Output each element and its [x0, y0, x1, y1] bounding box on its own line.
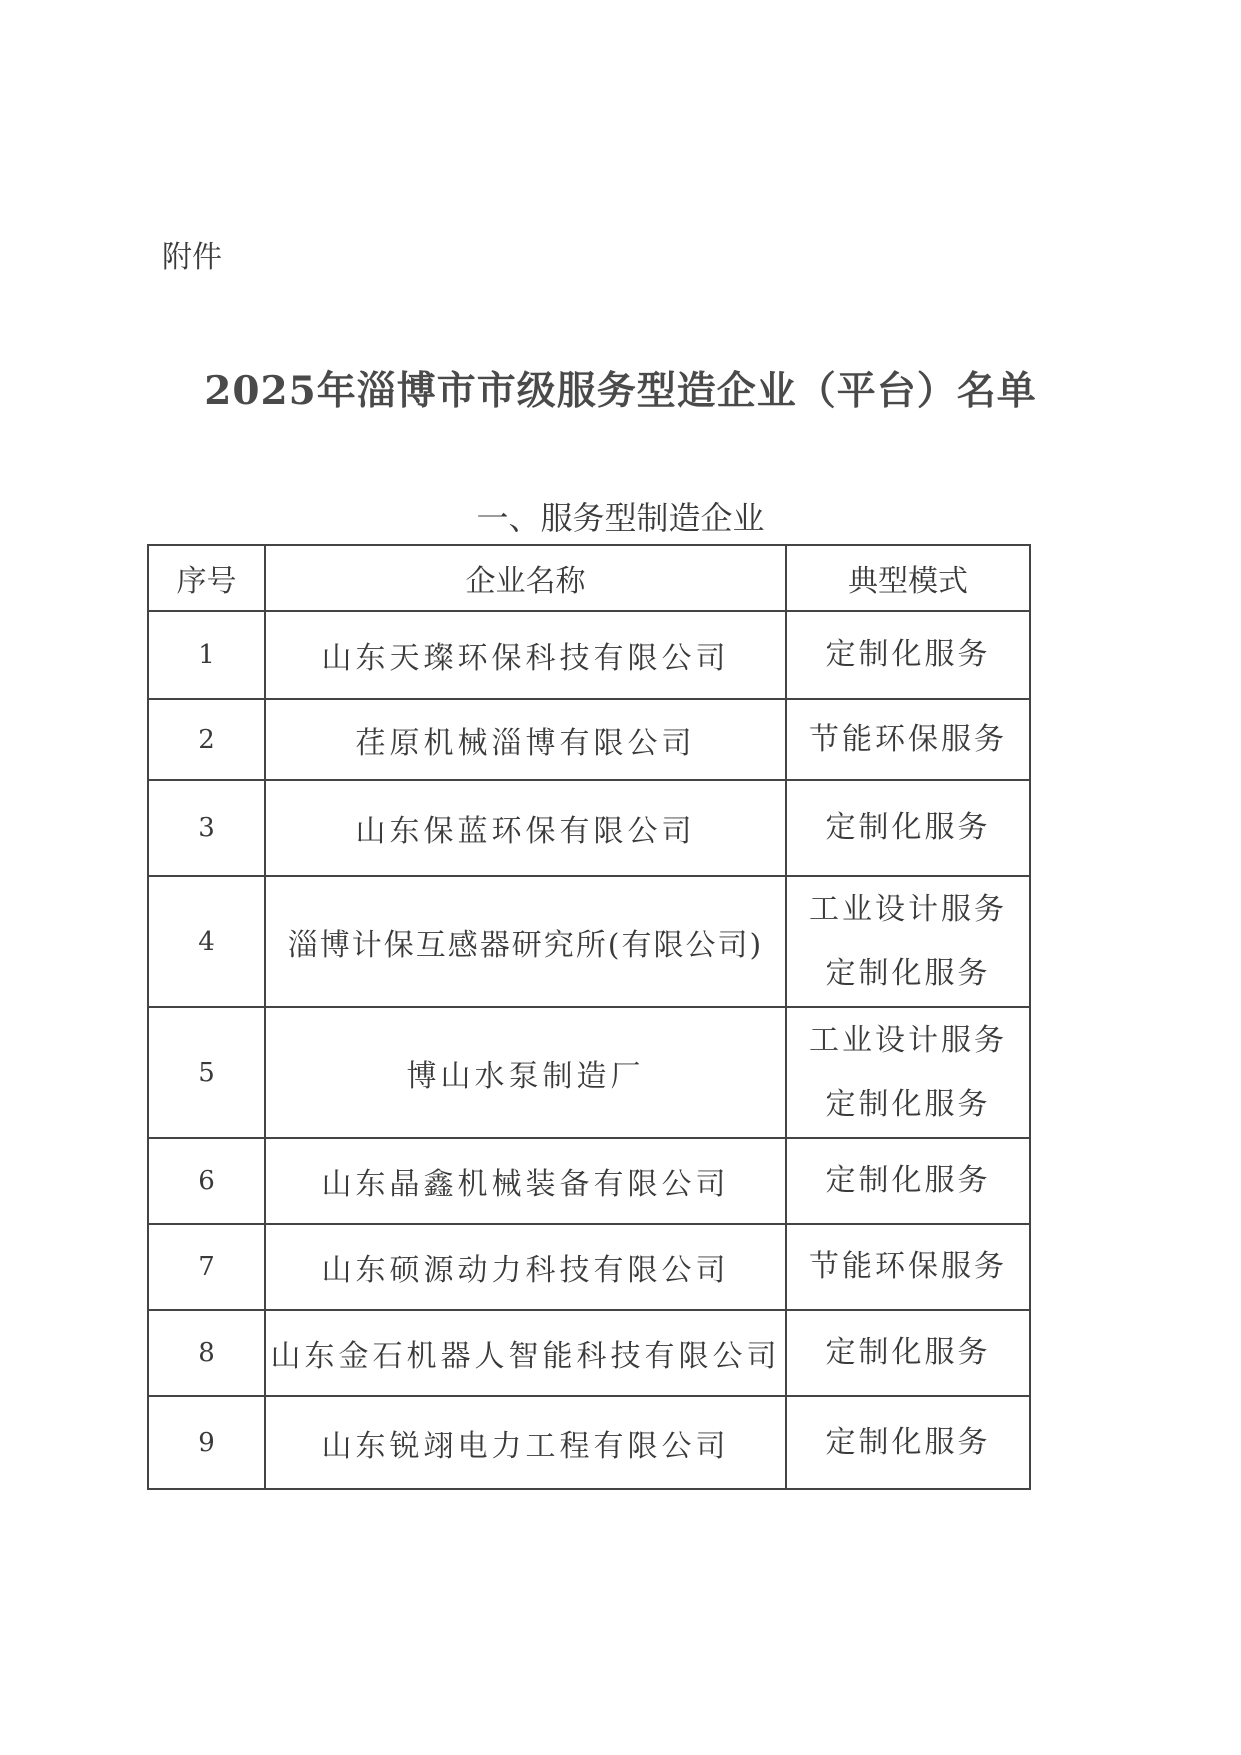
company-name: 淄博计保互感器研究所(有限公司)	[265, 876, 786, 1007]
table-row	[148, 1007, 1030, 1138]
table-row	[148, 1224, 1030, 1310]
header-company-name: 企业名称	[265, 545, 786, 611]
table-header-row	[148, 545, 1030, 611]
header-typical-mode: 典型模式	[786, 545, 1030, 611]
typical-mode	[786, 876, 1030, 1007]
row-index: 4	[148, 876, 265, 1007]
mode-label: 工业设计服务	[809, 891, 1007, 927]
row-index: 3	[148, 780, 265, 876]
table-row	[148, 780, 1030, 876]
row-index: 1	[148, 611, 265, 699]
mode-label: 定制化服务	[825, 1086, 991, 1122]
row-index: 9	[148, 1396, 265, 1489]
enterprise-table	[147, 544, 1031, 1490]
table-row	[148, 876, 1030, 1007]
mode-label: 定制化服务	[825, 1163, 991, 1198]
section-heading: 一、服务型制造企业	[476, 499, 765, 537]
row-index: 5	[148, 1007, 265, 1138]
typical-mode	[786, 1224, 1030, 1310]
company-name: 山东天璨环保科技有限公司	[265, 611, 786, 699]
typical-mode	[786, 1138, 1030, 1224]
row-index: 2	[148, 699, 265, 780]
table-row	[148, 1138, 1030, 1224]
mode-label: 定制化服务	[825, 637, 991, 672]
table-row	[148, 1310, 1030, 1396]
mode-label: 定制化服务	[825, 1335, 991, 1370]
typical-mode	[786, 780, 1030, 876]
mode-label: 节能环保服务	[809, 721, 1007, 757]
attachment-label: 附件	[162, 240, 222, 275]
table-row	[148, 1396, 1030, 1489]
typical-mode	[786, 1007, 1030, 1138]
mode-label: 工业设计服务	[809, 1022, 1007, 1058]
mode-label: 定制化服务	[825, 955, 991, 991]
typical-mode	[786, 1396, 1030, 1489]
row-index: 6	[148, 1138, 265, 1224]
row-index: 8	[148, 1310, 265, 1396]
typical-mode	[786, 699, 1030, 780]
mode-label: 定制化服务	[825, 810, 991, 845]
company-name: 山东锐翊电力工程有限公司	[265, 1396, 786, 1489]
company-name: 山东金石机器人智能科技有限公司	[265, 1310, 786, 1396]
company-name: 荏原机械淄博有限公司	[265, 699, 786, 780]
typical-mode	[786, 611, 1030, 699]
mode-label: 节能环保服务	[809, 1249, 1007, 1284]
company-name: 山东硕源动力科技有限公司	[265, 1224, 786, 1310]
header-index: 序号	[148, 545, 265, 611]
company-name: 博山水泵制造厂	[265, 1007, 786, 1138]
table-row	[148, 611, 1030, 699]
company-name: 山东保蓝环保有限公司	[265, 780, 786, 876]
typical-mode	[786, 1310, 1030, 1396]
document-title: 2025年淄博市市级服务型造企业（平台）名单	[204, 368, 1037, 414]
row-index: 7	[148, 1224, 265, 1310]
mode-label: 定制化服务	[825, 1424, 991, 1460]
table-row	[148, 699, 1030, 780]
company-name: 山东晶鑫机械装备有限公司	[265, 1138, 786, 1224]
